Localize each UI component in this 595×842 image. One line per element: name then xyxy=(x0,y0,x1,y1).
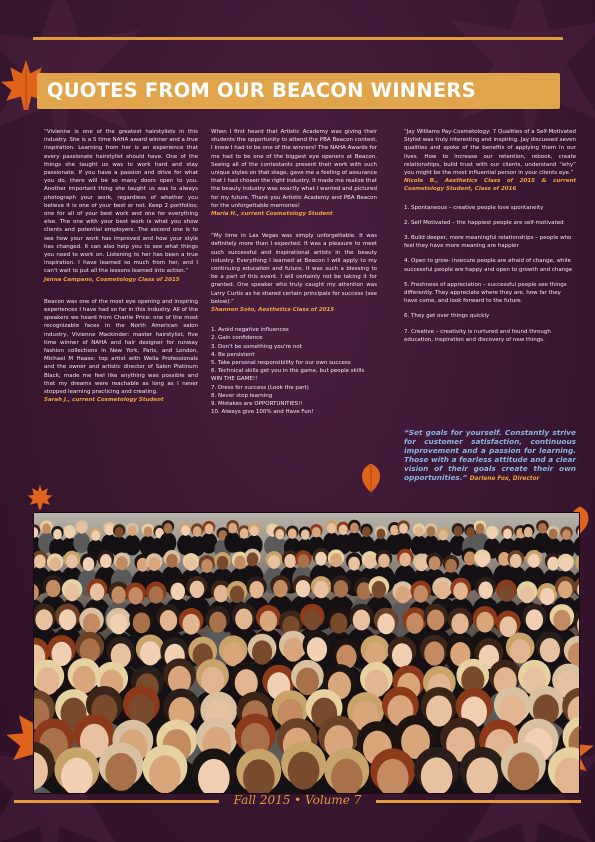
quote-author: Shannon Soto, Aesthetics Class of 2015 xyxy=(211,307,335,314)
person-face xyxy=(128,587,143,604)
person-face xyxy=(66,555,78,569)
person-face xyxy=(42,523,51,534)
quote-author: Maria H., current Cosmetology Student xyxy=(211,211,333,218)
person-face xyxy=(414,585,429,602)
person-face xyxy=(353,610,370,631)
maple-leaf-icon xyxy=(24,484,56,510)
person-face xyxy=(327,523,336,534)
person-face xyxy=(445,559,457,573)
person-face xyxy=(464,551,476,565)
column-2 xyxy=(211,128,377,417)
person-face xyxy=(427,609,444,630)
featured-quote-text: “Set goals for yourself. Constantly strive for customer satisfaction, continuous improvement and a passion for learning. Those with a fearless attitude and a clear vision of their goals create their own opportunities.” xyxy=(404,428,576,482)
person-face xyxy=(193,526,202,537)
person-face xyxy=(105,525,114,536)
person-face xyxy=(250,526,259,537)
group-photo xyxy=(33,512,580,794)
column-1 xyxy=(44,128,198,411)
person-face xyxy=(453,582,468,599)
person-face xyxy=(508,752,540,790)
person-face xyxy=(350,523,359,534)
person-face xyxy=(348,557,360,571)
person-face xyxy=(171,583,186,600)
person-body xyxy=(574,536,579,557)
person-face xyxy=(553,610,570,631)
person-face xyxy=(560,558,572,572)
person-face xyxy=(34,554,46,568)
person-face xyxy=(547,557,559,571)
person-face xyxy=(46,580,61,597)
person-face xyxy=(116,556,128,570)
person-face xyxy=(503,528,512,539)
person-face xyxy=(510,554,522,568)
column-3 xyxy=(404,128,576,351)
person-face xyxy=(377,529,386,540)
person-face xyxy=(392,643,412,667)
person-face xyxy=(214,585,229,602)
person-face xyxy=(209,612,226,633)
list-item: 6. Technical skills get you in the game, but people skills WIN THE GAME!! xyxy=(211,368,365,383)
person-face xyxy=(538,523,547,534)
quote-paragraph: Beacon was one of the most eye opening and inspiring experiences I have had so far in this industry. All of the speakers we heard from Charlie Price: one of the most recognizable faces in the North American salon industry, Vivienne Mackinder: master hairstylist, five time winner of NAHA and hair designer for runway fashion collections in New York, Paris, and London, Michael M Haase: top artist with Wella Professionals and the owner and artistic director of Salon Platinum Black; made me feel like anything was possible and that my dreams were reachable as long as I never stopped learning practicing and creating. xyxy=(44,298,198,396)
person-face xyxy=(540,588,555,605)
person-face xyxy=(288,752,320,790)
person-face xyxy=(406,613,423,634)
quote-author: Jenna Campano, Cosmetology Class of 2015 xyxy=(44,276,180,283)
list-item: 9. Mistakes are OPPORTUNITIES!! xyxy=(211,401,303,408)
person-face xyxy=(235,609,252,630)
person-face xyxy=(35,609,52,630)
person-face xyxy=(488,529,497,540)
list-item: 7. Creative – creativity is nurtured and found through education, inspiration and discovery of new things. xyxy=(404,328,551,343)
person-face xyxy=(288,528,297,539)
person-face xyxy=(190,581,205,598)
list-item: 3. Don't be something you're not xyxy=(211,343,302,350)
person-face xyxy=(378,554,390,568)
person-face xyxy=(228,523,237,534)
person-face xyxy=(144,526,153,537)
list-item: 1. Spontaneous – creative people love spontaneity xyxy=(404,204,544,211)
quote-paragraph: “My time in Las Vegas was simply unforgettable. It was definitely more than I expected. It was a pleasure to meet such successful and inspirational artists in the beauty industry. Everything I learned at Beacon I will apply to my continuing education and future. It was such a blessing to be a part of this event. I will certainly not be taking it for granted. One speaker who truly caught my attention was Larry Curtis as he shared certain principals for success (see below).” xyxy=(211,233,377,305)
person-face xyxy=(314,581,329,598)
person-face xyxy=(451,613,468,634)
featured-quote xyxy=(404,428,576,484)
leaf-icon xyxy=(355,462,387,494)
person-face xyxy=(415,526,424,537)
person-face xyxy=(115,527,124,538)
person-face xyxy=(140,641,160,665)
person-face xyxy=(133,612,150,633)
person-face xyxy=(510,639,530,663)
person-face xyxy=(399,523,408,534)
person-face xyxy=(454,526,463,537)
person-face xyxy=(478,582,493,599)
person-face xyxy=(477,553,489,567)
quote-paragraph: “Vivienne is one of the greatest hairstylists in this industry. She is a 5 time NAHA award winner and a true inspiration. Learning from her is an experience that every passionate hairstylist should have. One of the things she taught us was to work hard and stay passionate. If you have a passion and drive for what you do, there will be so many doors open to you. Another important thing she taught us was to always photograph your work, regardless of whether you believe it is one of your best or not. Keep 2 portfolios; one for all of your best work and one for everything else. The one with your best work is what you show clients and potential employers. The second one is to see how your work has improved and how your style has changed. It can also help you to see what things you need to work on. Listening to her has been a true inspiration. I have learned so much from her, and I can't wait to put all the lessons learned into action.” xyxy=(44,129,198,275)
person-face xyxy=(91,530,100,541)
person-face xyxy=(249,581,264,598)
person-face xyxy=(83,613,100,634)
person-face xyxy=(466,527,475,538)
person-face xyxy=(59,609,76,630)
list-item: 5. Take personal responsibility for our own success xyxy=(211,360,351,367)
person-face xyxy=(201,559,213,573)
person-face xyxy=(100,554,112,568)
person-face xyxy=(182,614,199,635)
person-face xyxy=(283,637,303,661)
person-face xyxy=(90,583,105,600)
person-face xyxy=(105,753,137,791)
person-face xyxy=(149,586,164,603)
person-face xyxy=(540,638,560,662)
person-face xyxy=(399,553,411,567)
list-item: 4. Open to grow- insecure people are afraid of change, while successful people are happy and open to growth and change xyxy=(404,258,573,273)
person-face xyxy=(304,609,321,630)
person-face xyxy=(439,530,448,541)
person-body xyxy=(124,535,141,556)
person-face xyxy=(334,580,349,597)
person-face xyxy=(201,667,224,695)
person-face xyxy=(234,555,246,569)
page-title: QUOTES FROM OUR BEACON WINNERS xyxy=(47,79,476,102)
list-item: 3. Build deeper, more meaningful relationships – people who feel they have more meaning are happier xyxy=(404,235,572,250)
person-face xyxy=(372,581,387,598)
person-face xyxy=(435,582,450,599)
person-face xyxy=(520,586,535,603)
person-face xyxy=(240,528,249,539)
person-face xyxy=(284,554,296,568)
list-item: 8. Never stop learning xyxy=(211,392,273,399)
person-face xyxy=(53,529,62,540)
person-face xyxy=(230,586,245,603)
person-face xyxy=(312,527,321,538)
person-face xyxy=(377,613,394,634)
list-item: 5. Freshness of appreciation – successful people see things differently. They appreciate where they are, how far they have come, and look forward to the future. xyxy=(404,281,567,305)
person-face xyxy=(298,554,310,568)
quote-author: Sarah J., current Cosmetology Student xyxy=(44,397,164,404)
person-face xyxy=(476,612,493,633)
person-face xyxy=(273,580,288,597)
person-face xyxy=(166,554,178,568)
person-face xyxy=(499,584,514,601)
person-face xyxy=(549,529,558,540)
person-face xyxy=(49,557,61,571)
list-item: 2. Gain confidence xyxy=(211,335,263,342)
quote-author: Nicole B., Aesthetics Class of 2015 & current Cosmetology Student, Class of 2016 xyxy=(404,178,576,193)
person-face xyxy=(77,523,86,534)
person-face xyxy=(524,527,533,538)
success-principles-list xyxy=(211,326,377,416)
person-face xyxy=(83,557,95,571)
issue-footer: Fall 2015 • Volume 7 xyxy=(233,793,362,807)
person-face xyxy=(364,555,376,569)
person-face xyxy=(424,641,444,665)
person-face xyxy=(164,523,173,534)
person-face xyxy=(362,527,371,538)
person-face xyxy=(111,586,126,603)
person-face xyxy=(416,557,428,571)
list-item: 10. Always give 100% and Have Fun! xyxy=(211,409,314,416)
person-face xyxy=(205,524,214,535)
person-face xyxy=(148,557,160,571)
person-face xyxy=(526,609,543,630)
person-face xyxy=(296,667,319,695)
quote-paragraph: “Jay Williams Pay-Cosmetology: 7 Qualities of a Self-Motivated Stylist was truly interesting and inspiring. Jay discussed seven qualities and spoke of the benefits of applying them in our lives. How to increase our retention, rebook, create relationships, build trust with our clients, understand “why” you might be the most influential person in your clients eye.” xyxy=(404,129,576,177)
person-face xyxy=(296,580,311,597)
person-face xyxy=(268,555,280,569)
person-face xyxy=(128,525,137,536)
person-face xyxy=(275,529,284,540)
person-face xyxy=(429,556,441,570)
person-face xyxy=(260,611,277,632)
list-item: 6. They get over things quickly xyxy=(404,313,490,320)
person-face xyxy=(160,610,177,631)
person-face xyxy=(110,614,127,635)
person-face xyxy=(315,552,327,566)
person-face xyxy=(330,553,342,567)
person-face xyxy=(339,525,348,536)
quote-paragraph: When I first heard that Artistic Academy was giving their students the opportunity to attend the PBA Beacon contest, I knew I had to be one of the winners! The NAHA Awards for me had to be one of the biggest eye openers at Beacon. Seeing all of the contestants present their work with such unique styles on that stage, gave me a feeling of assurance that I had chosen the right industry. It made me realize that the beauty industry was exactly what I wanted and pictured for my future. Thank you Artistic Academy and PBA Beacon for the unforgettable memories! xyxy=(211,129,377,209)
person-face xyxy=(65,584,80,601)
person-face xyxy=(65,528,74,539)
person-face xyxy=(330,613,347,634)
person-face xyxy=(252,640,272,664)
list-item: 2. Self Motivated – the happiest people are self-motivated xyxy=(404,219,564,226)
list-item: 1. Avoid negative influences xyxy=(211,327,289,334)
person-face xyxy=(307,637,327,661)
person-face xyxy=(427,526,436,537)
crowd-illustration xyxy=(34,513,579,793)
person-face xyxy=(247,552,259,566)
top-rule xyxy=(33,37,563,40)
person-face xyxy=(562,529,571,540)
list-item: 7. Dress for success (Look the part) xyxy=(211,384,309,391)
stylist-qualities-list xyxy=(404,204,576,344)
person-face xyxy=(185,557,197,571)
person-face xyxy=(476,523,485,534)
person-face xyxy=(217,556,229,570)
list-item: 4. Be persistent xyxy=(211,351,255,358)
person-face xyxy=(528,554,540,568)
person-face xyxy=(301,529,310,540)
person-body xyxy=(160,532,177,553)
featured-quote-author: Darlene Fox, Director xyxy=(469,476,540,482)
person-face xyxy=(149,755,181,793)
person-face xyxy=(72,666,95,694)
person-face xyxy=(558,581,573,598)
person-face xyxy=(181,525,190,536)
person-face xyxy=(396,586,411,603)
